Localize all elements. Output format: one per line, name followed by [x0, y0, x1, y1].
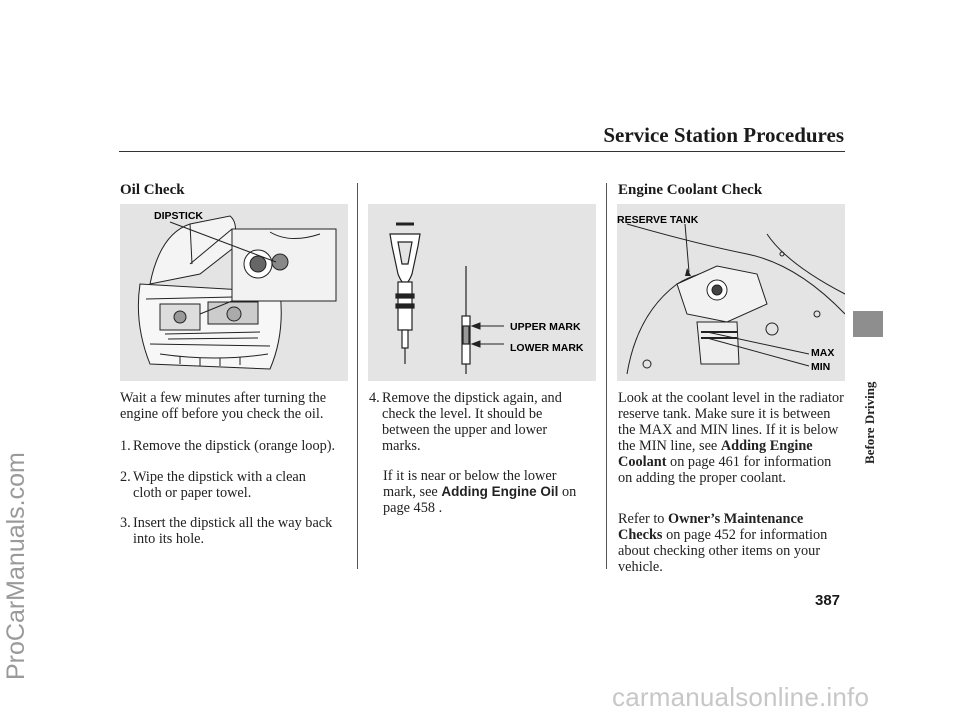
step-text: Insert the dipstick all the way back into its hole.	[133, 515, 333, 547]
near-below-text	[383, 468, 589, 516]
coolant-para-1-suffix: on page 461 for information on adding the proper coolant.	[618, 454, 832, 486]
owners-maintenance-checks-link[interactable]: Owner’s Maintenance Checks	[618, 511, 804, 543]
coolant-check-heading: Engine Coolant Check	[618, 182, 763, 198]
oil-step-4	[369, 390, 589, 454]
step-number: 4.	[369, 390, 380, 406]
coolant-tank-illustration	[617, 204, 845, 381]
near-below-prefix: If it is near or below the lower mark, see	[383, 468, 557, 500]
step-text: Wipe the dipstick with a clean cloth or paper towel.	[133, 469, 306, 501]
oil-step-2	[120, 469, 356, 501]
oil-step-3	[120, 515, 356, 547]
coolant-para-1	[618, 390, 844, 486]
dipstick-label: DIPSTICK	[154, 210, 204, 222]
coolant-para-2-suffix: on page 452 for information about checking other items on your vehicle.	[618, 527, 828, 575]
coolant-tank-figure	[617, 204, 845, 381]
engine-bay-illustration	[120, 204, 348, 381]
page-number: 387	[815, 592, 841, 609]
lower-mark-label: LOWER MARK	[510, 342, 584, 354]
min-label: MIN	[811, 361, 831, 373]
column-divider-1	[357, 183, 358, 569]
oil-intro-text: Wait a few minutes after turning the engine off before you check the oil.	[120, 390, 327, 422]
oil-step-1	[120, 438, 356, 454]
engine-bay-figure	[120, 204, 348, 381]
page-title: Service Station Procedures	[603, 123, 844, 147]
dipstick-figure	[368, 204, 596, 381]
column-divider-2	[606, 183, 607, 569]
dipstick-illustration	[368, 204, 596, 381]
adding-engine-oil-link[interactable]: Adding Engine Oil	[441, 484, 559, 499]
near-below-suffix: on page 458 .	[383, 484, 577, 516]
section-tab-marker	[853, 311, 883, 337]
max-label: MAX	[811, 347, 835, 359]
coolant-para-2	[618, 511, 844, 575]
step-text: Remove the dipstick again, and check the level. It should be between the upper and lower marks.	[382, 390, 562, 454]
upper-mark-label: UPPER MARK	[510, 321, 581, 333]
step-number: 3.	[120, 515, 131, 531]
step-number: 2.	[120, 469, 131, 485]
oil-check-heading: Oil Check	[120, 182, 185, 198]
coolant-para-1-prefix: Look at the coolant level in the radiator reserve tank. Make sure it is between the MAX and MIN lines. If it is below the MIN line, see	[618, 390, 844, 454]
step-number: 1.	[120, 438, 131, 454]
reserve-tank-label: RESERVE TANK	[617, 214, 699, 226]
bottom-watermark: carmanualsonline.info	[612, 682, 870, 712]
coolant-para-2-prefix: Refer to	[618, 511, 665, 527]
adding-engine-coolant-link[interactable]: Adding Engine Coolant	[618, 438, 813, 470]
step-text: Remove the dipstick (orange loop).	[133, 438, 336, 454]
header-rule	[119, 151, 845, 152]
